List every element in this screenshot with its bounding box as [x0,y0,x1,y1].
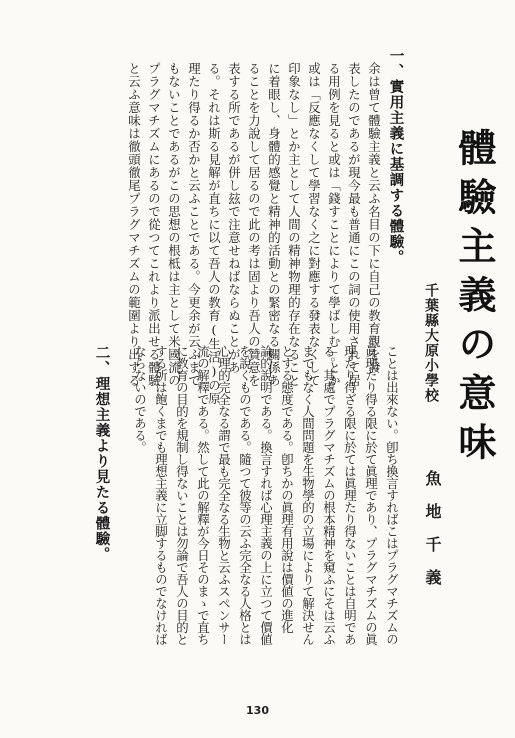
body-line: る用例を見ると或は「錢すことによりて學ばしむ」とか [326,62,342,387]
body-line: る。其處でプラグマチズムの根本精神を窺ふにそは云ふ [321,345,337,645]
body-line: に着眼し、身體的感覺と精神的活動との緊密なる關係あ [266,62,282,387]
body-line: ならないのである。 [132,345,148,453]
article-title: 體驗主義の意味 [452,128,497,471]
body-line: もないことであるがこの思想の根柢は主として米國流の [166,62,182,387]
body-line: とする態度である。卽ちかの眞理有用說は價値の進化 [279,345,295,633]
body-line: までもなく人間問題を生物學的の立場によりて解決せん [300,345,316,645]
body-line: 理たり得ざる限に於ては眞理たり得ないことは自明であ [342,345,358,645]
author-affiliation: 千葉縣大原小學校 [423,283,439,403]
body-line: 表したのであるが現今最も普通にこの詞の使用されて居 [346,62,362,387]
body-line: プラグマチズムにあるので從つてこれより派出せる體驗 [146,62,162,387]
page-number: 130 [246,704,269,717]
body-line: する所は飽くまでも理想主義に立脚するものでなければ [153,345,169,645]
body-line: る。それは斯る見解が直ちに以て吾人の教育(生活)の原 [206,62,222,406]
body-line: に教育の目的を規制し得ないことは勿論で吾人の目的と [174,345,190,645]
body-line: 論的說明である。換言すれば心理主義の上に立つて價値 [258,345,274,645]
body-line: 印象なし」とか主として人間の精神物理的存在なること [286,62,302,387]
body-line: 余は曾て體驗主義と云ふ名目の下に自己の教育觀を發 [366,62,382,374]
body-line: と云ふ意味は徹頭徹尾プラグマチズムの範圍より出する [126,62,142,387]
body-line: ることを力說して居るので此の考は固より吾人の贊意を [246,62,262,387]
body-line: 心理的完全なる謂で最も完全なる生物と云ふスペンサー [216,345,232,645]
section-heading-2: 二、理想主義より見たる體驗。 [93,345,111,562]
body-line: を說くものである。隨つて彼等の云ふ完全なる人格とは [237,345,253,645]
body-line: 眞理たり得る限に於て眞理であり、プラグマチズムの眞 [363,345,379,645]
author-name: 魚地千義 [423,470,442,602]
section-heading-1: 一、實用主義に基調する體驗。 [387,48,405,265]
body-line: 或は「反應なくして學習なく之に對應する發表なくして [306,62,322,387]
body-line: 流の解釋である。然して此の解釋が今日そのまゝで直ち [195,345,211,645]
body-line: ことは出來ない。卽ち換言すればこはプラグマチズムの [384,345,400,645]
body-line: 表する所であるが併し玆で注意せねばならぬことがあ [226,62,242,374]
body-line: 理たり得るか否かと云ふことである。今更余が云ふまで [186,62,202,387]
